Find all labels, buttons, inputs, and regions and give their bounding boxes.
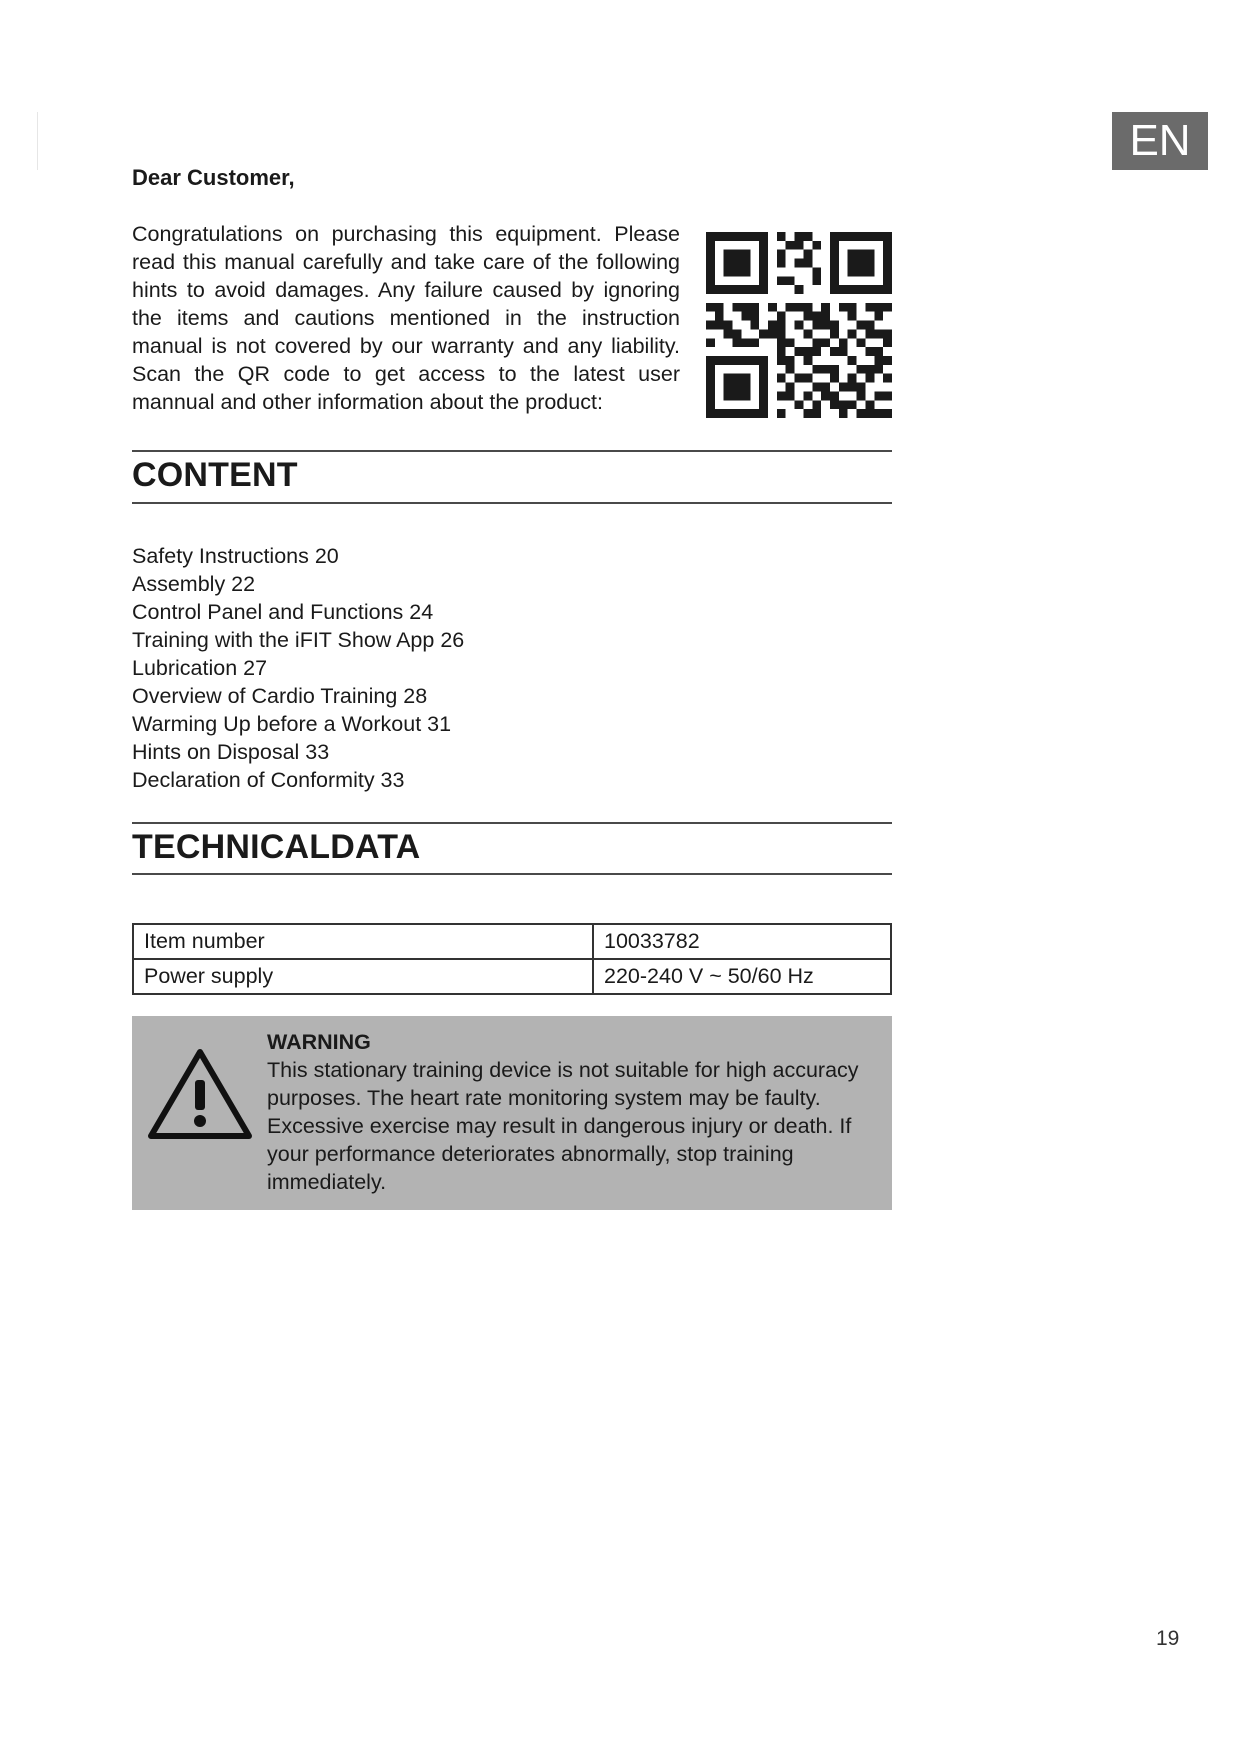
table-of-contents [132, 542, 464, 794]
warning-triangle-icon [146, 1046, 254, 1142]
toc-item: Safety Instructions 20 [132, 544, 339, 568]
table-cell-label: Item number [133, 924, 593, 959]
intro-paragraph: Congratulations on purchasing this equipment. Please read this manual carefully and take care of the following hints to avoid damages. Any failure caused by ignoring the items and cautions mentioned in the instruction manual is not covered by our warranty and any liability. Scan the QR code to get access to the latest user mannual and other information about the product: [132, 222, 680, 414]
technical-data-table [132, 923, 892, 995]
toc-item: Hints on Disposal 33 [132, 740, 330, 764]
table-cell-value: 10033782 [593, 924, 891, 959]
toc-item: Training with the iFIT Show App 26 [132, 628, 465, 652]
content-rule-top [132, 450, 892, 452]
content-rule-bottom [132, 502, 892, 504]
table-cell-label: Power supply [133, 959, 593, 994]
toc-item: Declaration of Conformity 33 [132, 768, 405, 792]
table-row [133, 959, 891, 994]
warning-content [267, 1028, 882, 1196]
table-cell-value: 220-240 V ~ 50/60 Hz [593, 959, 891, 994]
content-heading: CONTENT [132, 456, 298, 494]
warning-text: This stationary training device is not suitable for high accuracy purposes. The heart rate monitoring system may be faulty. Excessive exercise may result in dangerous injury or death. If your performance deteriorates abnormally, stop training immediately. [267, 1058, 859, 1194]
qr-code-icon[interactable] [706, 232, 892, 418]
technical-heading: TECHNICALDATA [132, 828, 421, 866]
warning-title: WARNING [267, 1030, 371, 1054]
technical-rule-top [132, 822, 892, 824]
toc-item: Overview of Cardio Training 28 [132, 684, 428, 708]
language-badge: EN [1112, 112, 1208, 170]
toc-item: Warming Up before a Workout 31 [132, 712, 452, 736]
technical-rule-bottom [132, 873, 892, 875]
table-row [133, 924, 891, 959]
toc-item: Assembly 22 [132, 572, 256, 596]
warning-box [132, 1016, 892, 1210]
page-edge-mark [37, 112, 38, 170]
page-number: 19 [1156, 1627, 1180, 1650]
toc-item: Control Panel and Functions 24 [132, 600, 434, 624]
greeting-heading: Dear Customer, [132, 165, 295, 190]
toc-item: Lubrication 27 [132, 656, 268, 680]
